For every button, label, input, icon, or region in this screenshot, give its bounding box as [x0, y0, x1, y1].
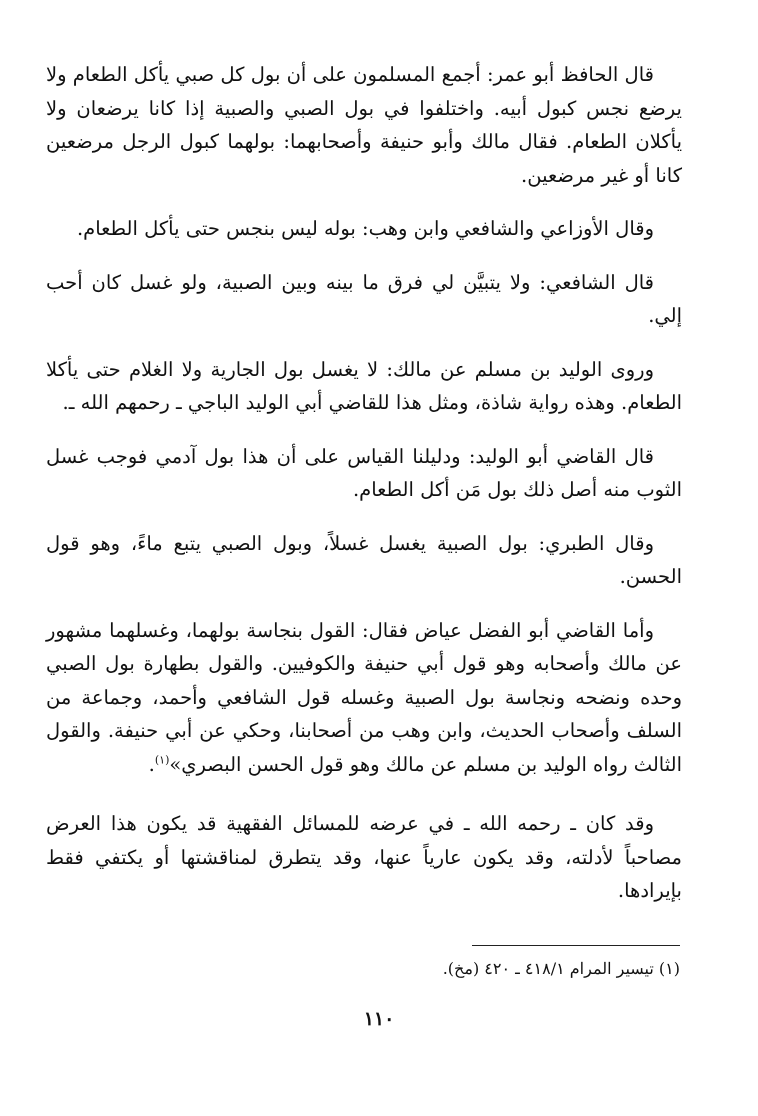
paragraph-method: وقد كان ـ رحمه الله ـ في عرضه للمسائل الفقهية قد يكون هذا العرض مصاحباً لأدلته، وقد يكون عارياً عنها، وقد يتطرق لمناقشتها أو يكتفي فقط بإيرادها. — [46, 812, 682, 902]
paragraph-iyad — [46, 614, 682, 782]
paragraph-ijma: قال الحافظ أبو عمر: أجمع المسلمون على أن بول كل صبي يأكل الطعام ولا يرضع نجس كبول أبيه. واختلفوا في بول الصبي والصبية إذا كانا يرضعان ولا يأكلان الطعام. فقال مالك وأبو حنيفة وأصحابهما: بولهما كبول الرجل مرضعين كانا أو غير مرضعين. — [46, 63, 682, 187]
page-number: ١١٠ — [363, 1008, 395, 1030]
paragraph-tabari: وقال الطبري: بول الصبية يغسل غسلاً، وبول الصبي يتبع ماءً، وهو قول الحسن. — [46, 531, 682, 588]
paragraph-iyad-text: وأما القاضي أبو الفضل عياض فقال: القول بنجاسة بولهما، وغسلهما مشهور عن مالك وأصحابه وهو قول أبي حنيفة والكوفيين. والقول بطهارة بول الصبي وحده ونضحه ونجاسة بول الصبية وغسله قول الشافعي وأحمد، وجماعة من السلف وأصحاب الحديث، وابن وهب من أصحابنا، وحكي عن أبي حنيفة. والقول الثالث رواه الوليد بن مسلم عن مالك وهو قول الحسن البصري» — [46, 618, 682, 776]
footnote-reference: (١) — [154, 753, 170, 766]
footnote: (١) تيسير المرام ٤١٨/١ ـ ٤٢٠ (مخ). — [442, 959, 680, 978]
main-text — [46, 58, 682, 928]
footnote-divider — [472, 945, 680, 946]
paragraph-walid: وروى الوليد بن مسلم عن مالك: لا يغسل بول الجارية ولا الغلام حتى يأكلا الطعام. وهذه رواية شاذة، ومثل هذا للقاضي أبي الوليد الباجي ـ رحمهم الله ـ. — [46, 357, 682, 414]
paragraph-shafii: قال الشافعي: ولا يتبيَّن لي فرق ما بينه وبين الصبية، ولو غسل كان أحب إلي. — [46, 270, 682, 327]
paragraph-qadi-walid: قال القاضي أبو الوليد: ودليلنا القياس على أن هذا بول آدمي فوجب غسل الثوب منه أصل ذلك بول مَن أكل الطعام. — [46, 444, 682, 501]
paragraph-iyad-end: . — [148, 752, 155, 776]
paragraph-awzai: وقال الأوزاعي والشافعي وابن وهب: بوله ليس بنجس حتى يأكل الطعام. — [76, 217, 654, 240]
